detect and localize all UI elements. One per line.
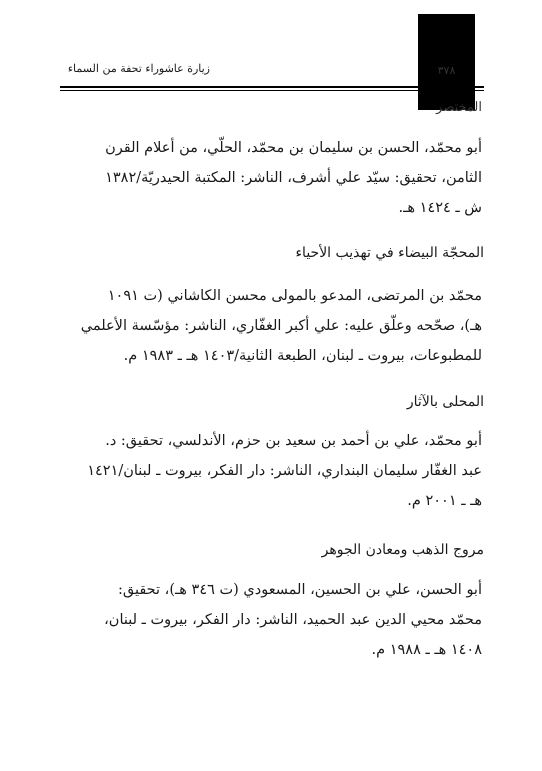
entry-body bbox=[54, 575, 482, 665]
entry-body bbox=[54, 133, 482, 223]
entry-body bbox=[54, 426, 482, 516]
running-word: المختصر bbox=[436, 100, 482, 115]
entry-line: أبو محمّد، الحسن بن سليمان بن محمّد، الحلّي، من أعلام القرن bbox=[105, 140, 482, 156]
page-number: ٣٧٨ bbox=[437, 64, 456, 77]
entry-line: ش ـ ١٤٢٤ هـ. bbox=[398, 200, 482, 216]
entry-line: محمّد بن المرتضى، المدعو بالمولى محسن الكاشاني (ت ١٠٩١ bbox=[107, 288, 482, 304]
entry-line: هـ)، صحّحه وعلّق عليه: علي أكبر الغفّاري، الناشر: مؤسّسة الأعلمي bbox=[80, 318, 482, 334]
entry-body bbox=[54, 281, 482, 371]
entry-line: ١٤٠٨ هـ ـ ١٩٨٨ م. bbox=[371, 642, 482, 658]
entry-line: أبو الحسن، علي بن الحسين، المسعودي (ت ٣٤٦ هـ)، تحقيق: bbox=[117, 582, 482, 598]
book-title: زيارة عاشوراء تحفة من السماء bbox=[67, 62, 210, 75]
entry-line: للمطبوعات، بيروت ـ لبنان، الطبعة الثانية/١٤٠٣ هـ ـ ١٩٨٣ م. bbox=[123, 348, 482, 364]
entry-line: عبد الغفّار سليمان البنداري، الناشر: دار الفكر، بيروت ـ لبنان/١٤٢١ bbox=[87, 463, 482, 479]
entry-title: المحلى بالآثار bbox=[406, 394, 484, 410]
page-tab-block bbox=[418, 14, 475, 110]
entry-title: المحجّة البيضاء في تهذيب الأحياء bbox=[295, 245, 484, 261]
entry-line: محمّد محيي الدين عبد الحميد، الناشر: دار الفكر، بيروت ـ لبنان، bbox=[104, 612, 482, 628]
entry-title: مروج الذهب ومعادن الجوهر bbox=[321, 542, 484, 558]
entry-line: أبو محمّد، علي بن أحمد بن سعيد بن حزم، الأندلسي، تحقيق: د. bbox=[105, 433, 482, 449]
entry-line: الثامن، تحقيق: سيّد علي أشرف، الناشر: المكتبة الحيدريّة/١٣٨٢ bbox=[105, 170, 482, 186]
entry-line: هـ ـ ٢٠٠١ م. bbox=[407, 493, 482, 509]
